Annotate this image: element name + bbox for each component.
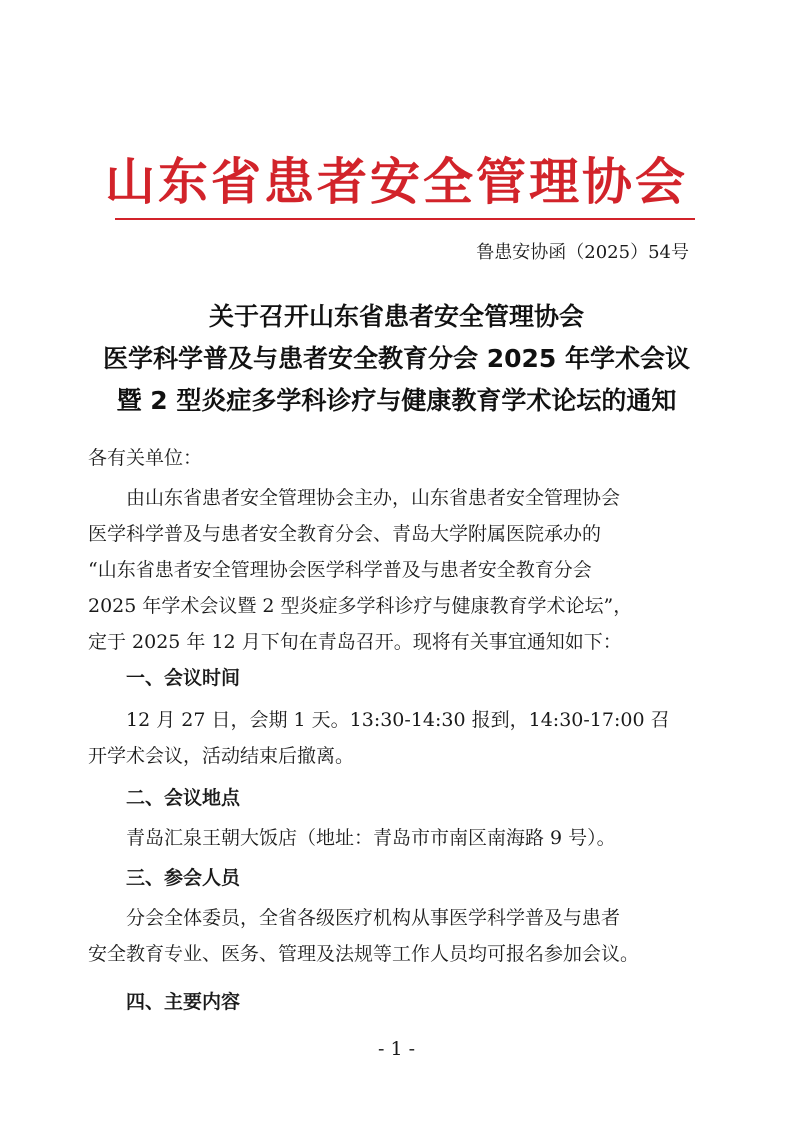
intro-line-1: 由山东省患者安全管理协会主办，山东省患者安全管理协会 <box>126 487 621 509</box>
page-number: - 1 - <box>377 1038 415 1060</box>
intro-line-4: 2025 年学术会议暨 2 型炎症多学科诊疗与健康教育学术论坛”， <box>88 595 633 617</box>
salutation: 各有关单位： <box>88 447 203 469</box>
section-3-heading: 三、参会人员 <box>126 867 241 889</box>
section-3-line-2: 安全教育专业、医务、管理及法规等工作人员均可报名参加会议。 <box>88 943 640 965</box>
section-4-heading: 四、主要内容 <box>126 991 241 1013</box>
masthead-org-name: 山东省患者安全管理协会 <box>105 152 688 211</box>
document-number: 鲁患安协函（2025）54号 <box>476 242 689 263</box>
document-title <box>60 296 733 422</box>
masthead-red-rule <box>115 218 695 220</box>
intro-line-3: “山东省患者安全管理协会医学科学普及与患者安全教育分会 <box>88 559 592 581</box>
section-3-paragraph <box>88 900 713 972</box>
section-1-paragraph <box>88 702 713 774</box>
section-1-line-2: 开学术会议，活动结束后撤离。 <box>88 745 355 767</box>
intro-line-5: 定于 2025 年 12 月下旬在青岛召开。现将有关事宜通知如下： <box>88 631 622 653</box>
section-1-heading: 一、会议时间 <box>126 667 241 689</box>
title-line-2: 医学科学普及与患者安全教育分会 2025 年学术会议 <box>103 344 690 373</box>
section-1-line-1: 12 月 27 日，会期 1 天。13:30-14:30 报到，14:30-17:00 召 <box>126 709 670 731</box>
title-line-1: 关于召开山东省患者安全管理协会 <box>208 302 584 331</box>
section-2-paragraph <box>88 820 713 856</box>
section-2-heading: 二、会议地点 <box>126 787 241 809</box>
title-line-3: 暨 2 型炎症多学科诊疗与健康教育学术论坛的通知 <box>116 386 677 415</box>
intro-line-2: 医学科学普及与患者安全教育分会、青岛大学附属医院承办的 <box>88 523 602 545</box>
section-3-line-1: 分会全体委员，全省各级医疗机构从事医学科学普及与患者 <box>126 907 621 929</box>
section-2-line-1: 青岛汇泉王朝大饭店（地址：青岛市市南区南海路 9 号）。 <box>126 827 616 849</box>
intro-paragraph <box>88 480 713 660</box>
